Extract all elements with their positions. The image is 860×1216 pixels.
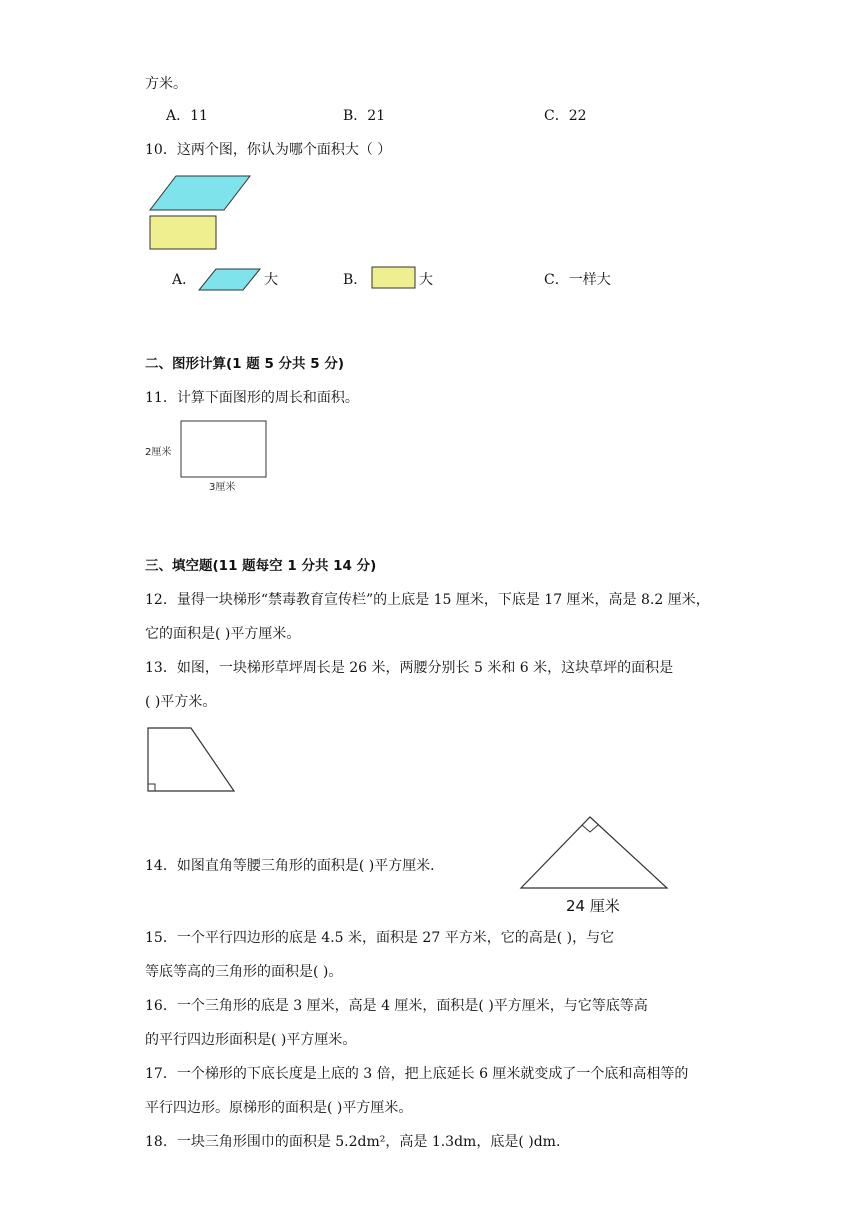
q9-option-a: A．11: [166, 108, 208, 124]
q10-figure: [148, 174, 254, 252]
q10-option-a-shape: [198, 268, 262, 292]
section3-heading: 三、填空题(11 题每空 1 分共 14 分): [145, 558, 377, 574]
q17-line2: 平行四边形。原梯形的面积是( )平方厘米。: [145, 1100, 413, 1116]
q13-trapezoid: [148, 728, 234, 791]
q13-line2: ( )平方米。: [145, 694, 217, 710]
q16-line2: 的平行四边形面积是( )平方厘米。: [145, 1032, 357, 1048]
q12-line1: 12．量得一块梯形“禁毒教育宣传栏”的上底是 15 厘米，下底是 17 厘米，高是 8.2 厘米，: [145, 592, 710, 608]
q10-option-a-label: A．: [172, 272, 197, 288]
q10-option-a-parallelogram: [199, 269, 260, 290]
q13-right-angle-mark: [148, 784, 155, 791]
q9-option-b: B．21: [343, 108, 386, 124]
q17-line1: 17．一个梯形的下底长度是上底的 3 倍，把上底延长 6 厘米就变成了一个底和高相等的: [145, 1066, 689, 1082]
q16-line1: 16．一个三角形的底是 3 厘米，高是 4 厘米，面积是( )平方厘米，与它等底等高: [145, 998, 648, 1014]
q15-line2: 等底等高的三角形的面积是( )。: [145, 964, 343, 980]
q14-stem: 14．如图直角等腰三角形的面积是( )平方厘米．: [145, 858, 445, 874]
q10-rectangle-shape: [150, 216, 216, 249]
q11-height-label: 2厘米: [145, 447, 172, 458]
q9-option-c: C．22: [544, 108, 587, 124]
q11-rectangle: [181, 421, 266, 477]
q14-right-angle-mark: [582, 825, 598, 832]
q10-option-c: C．一样大: [544, 272, 611, 288]
q14-triangle-figure: [518, 814, 670, 892]
q10-parallelogram-shape: [150, 176, 250, 210]
q14-triangle: [521, 817, 667, 888]
q10-option-b-rectangle: [372, 267, 415, 288]
q11-rectangle-figure: [180, 420, 268, 480]
q18-stem: 18．一块三角形围巾的面积是 5.2dm²，高是 1.3dm，底是( )dm.: [145, 1134, 561, 1150]
q12-line2: 它的面积是( )平方厘米。: [145, 626, 301, 642]
q15-line1: 15．一个平行四边形的底是 4.5 米，面积是 27 平方米，它的高是( )，与它: [145, 930, 615, 946]
q10-option-b-label: B．: [343, 272, 368, 288]
q14-base-label: 24 厘米: [566, 897, 620, 915]
section2-heading: 二、图形计算(1 题 5 分共 5 分): [145, 356, 345, 372]
q9-tail: 方米。: [145, 76, 187, 92]
q11-stem: 11．计算下面图形的周长和面积。: [145, 390, 359, 406]
q10-stem: 10．这两个图，你认为哪个面积大（ ）: [145, 142, 392, 158]
q13-trapezoid-figure: [146, 726, 238, 794]
q10-option-b-shape: [371, 266, 417, 290]
q11-width-label: 3厘米: [209, 482, 236, 493]
q10-option-b-suffix: 大: [419, 272, 433, 288]
q10-option-a-suffix: 大: [264, 272, 278, 288]
q13-line1: 13．如图，一块梯形草坪周长是 26 米，两腰分别长 5 米和 6 米，这块草坪的面积是: [145, 660, 674, 676]
